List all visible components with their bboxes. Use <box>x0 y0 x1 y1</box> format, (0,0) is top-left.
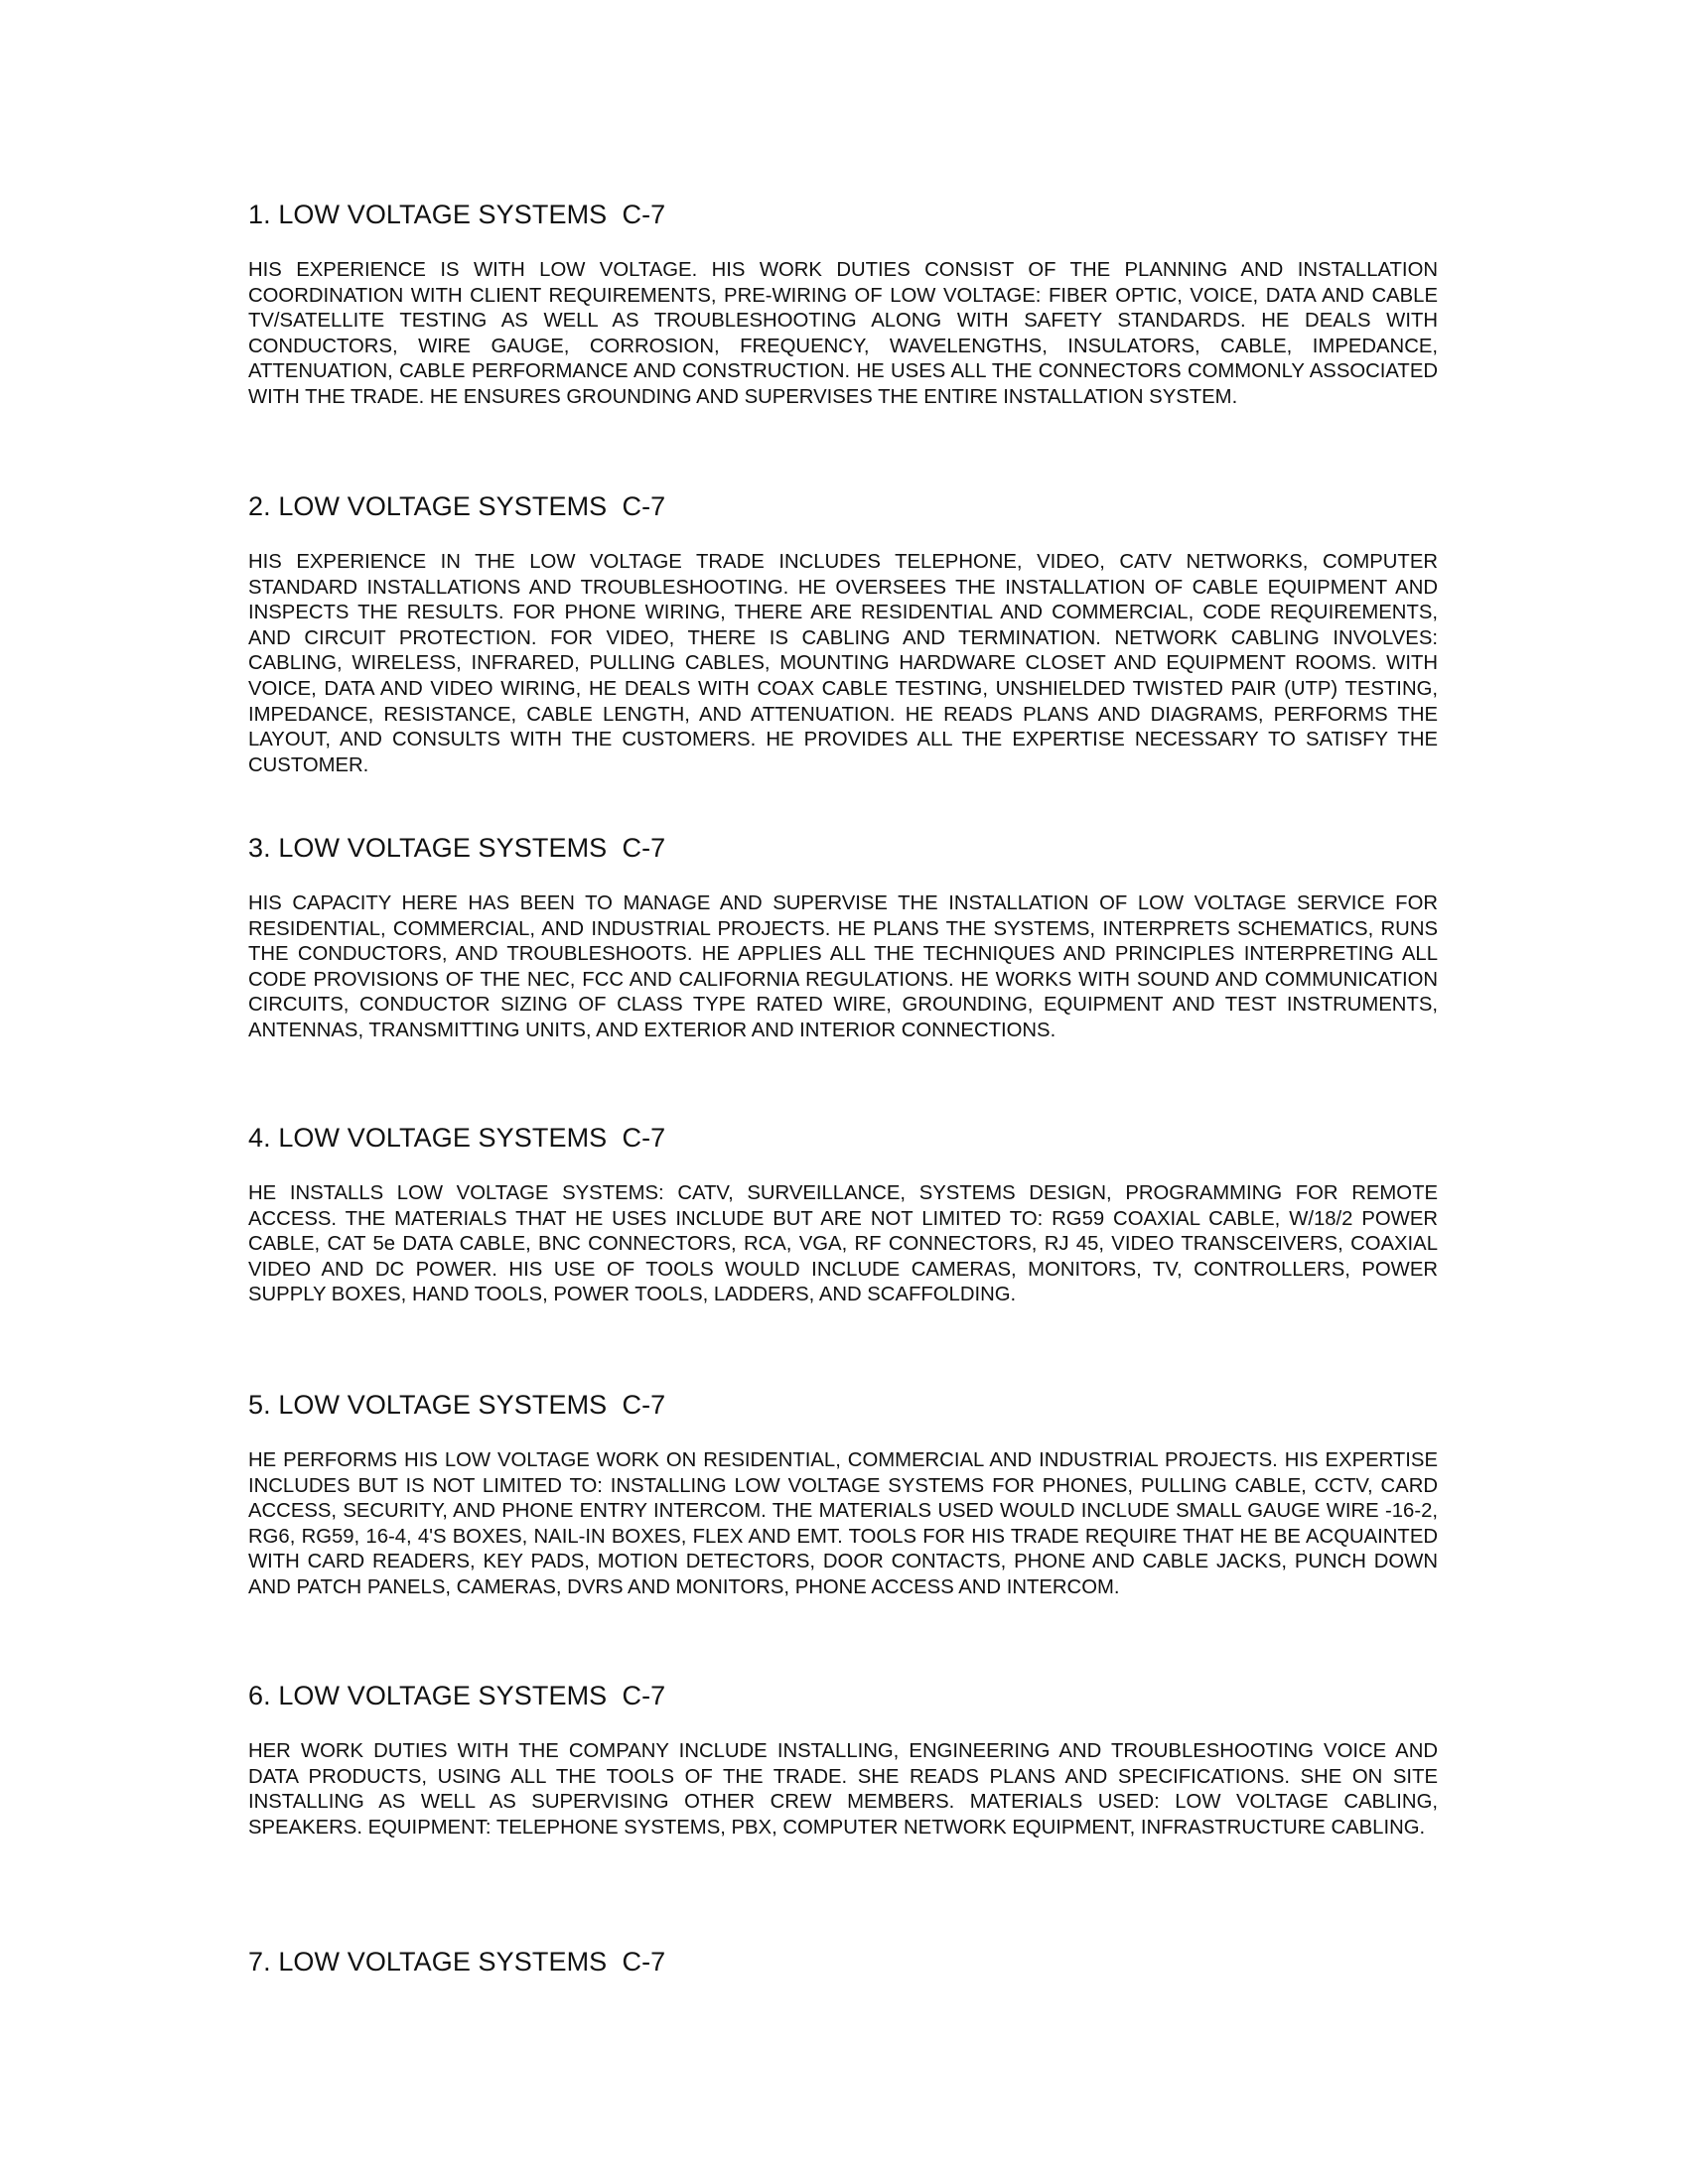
section-3 <box>248 832 1438 1044</box>
section-heading: 2. LOW VOLTAGE SYSTEMS C-7 <box>248 491 666 521</box>
section-4 <box>248 1122 1438 1308</box>
section-body: HE PERFORMS HIS LOW VOLTAGE WORK ON RESIDENTIAL, COMMERCIAL AND INDUSTRIAL PROJECTS. HIS EXPERTISE INCLUDES BUT IS NOT LIMITED TO: INSTALLING LOW VOLTAGE SYSTEMS FOR PHONES, PULLING CABLE, CCTV, CARD ACCESS, SECURITY, AND PHONE ENTRY INTERCOM. THE MATERIALS USED WOULD INCLUDE SMALL GAUGE WIRE -16-2, RG6, RG59, 16-4, 4'S BOXES, NAIL-IN BOXES, FLEX AND EMT. TOOLS FOR HIS TRADE REQUIRE THAT HE BE ACQUAINTED WITH CARD READERS, KEY PADS, MOTION DETECTORS, DOOR CONTACTS, PHONE AND CABLE JACKS, PUNCH DOWN AND PATCH PANELS, CAMERAS, DVRS AND MONITORS, PHONE ACCESS AND INTERCOM. <box>248 1449 1438 1598</box>
section-7 <box>248 1946 1438 1978</box>
section-1 <box>248 199 1438 411</box>
section-5 <box>248 1389 1438 1601</box>
section-body: HIS EXPERIENCE IS WITH LOW VOLTAGE. HIS WORK DUTIES CONSIST OF THE PLANNING AND INSTALLATION COORDINATION WITH CLIENT REQUIREMENTS, PRE-WIRING OF LOW VOLTAGE: FIBER OPTIC, VOICE, DATA AND CABLE TV/SATELLITE TESTING AS WELL AS TROUBLESHOOTING ALONG WITH SAFETY STANDARDS. HE DEALS WITH CONDUCTORS, WIRE GAUGE, CORROSION, FREQUENCY, WAVELENGTHS, INSULATORS, CABLE, IMPEDANCE, ATTENUATION, CABLE PERFORMANCE AND CONSTRUCTION. HE USES ALL THE CONNECTORS COMMONLY ASSOCIATED WITH THE TRADE. HE ENSURES GROUNDING AND SUPERVISES THE ENTIRE INSTALLATION SYSTEM. <box>248 259 1438 408</box>
section-2 <box>248 490 1438 778</box>
section-heading: 6. LOW VOLTAGE SYSTEMS C-7 <box>248 1681 666 1710</box>
section-heading: 1. LOW VOLTAGE SYSTEMS C-7 <box>248 200 666 229</box>
section-heading: 7. LOW VOLTAGE SYSTEMS C-7 <box>248 1947 666 1977</box>
section-heading: 4. LOW VOLTAGE SYSTEMS C-7 <box>248 1123 666 1153</box>
section-heading: 3. LOW VOLTAGE SYSTEMS C-7 <box>248 833 666 863</box>
section-body: HER WORK DUTIES WITH THE COMPANY INCLUDE INSTALLING, ENGINEERING AND TROUBLESHOOTING VOICE AND DATA PRODUCTS, USING ALL THE TOOLS OF THE TRADE. SHE READS PLANS AND SPECIFICATIONS. SHE ON SITE INSTALLING AS WELL AS SUPERVISING OTHER CREW MEMBERS. MATERIALS USED: LOW VOLTAGE CABLING, SPEAKERS. EQUIPMENT: TELEPHONE SYSTEMS, PBX, COMPUTER NETWORK EQUIPMENT, INFRASTRUCTURE CABLING. <box>248 1740 1438 1839</box>
section-heading: 5. LOW VOLTAGE SYSTEMS C-7 <box>248 1390 666 1420</box>
section-body: HIS CAPACITY HERE HAS BEEN TO MANAGE AND SUPERVISE THE INSTALLATION OF LOW VOLTAGE SERVICE FOR RESIDENTIAL, COMMERCIAL, AND INDUSTRIAL PROJECTS. HE PLANS THE SYSTEMS, INTERPRETS SCHEMATICS, RUNS THE CONDUCTORS, AND TROUBLESHOOTS. HE APPLIES ALL THE TECHNIQUES AND PRINCIPLES INTERPRETING ALL CODE PROVISIONS OF THE NEC, FCC AND CALIFORNIA REGULATIONS. HE WORKS WITH SOUND AND COMMUNICATION CIRCUITS, CONDUCTOR SIZING OF CLASS TYPE RATED WIRE, GROUNDING, EQUIPMENT AND TEST INSTRUMENTS, ANTENNAS, TRANSMITTING UNITS, AND EXTERIOR AND INTERIOR CONNECTIONS. <box>248 892 1438 1041</box>
section-body: HE INSTALLS LOW VOLTAGE SYSTEMS: CATV, SURVEILLANCE, SYSTEMS DESIGN, PROGRAMMING FOR REMOTE ACCESS. THE MATERIALS THAT HE USES INCLUDE BUT ARE NOT LIMITED TO: RG59 COAXIAL CABLE, W/18/2 POWER CABLE, CAT 5e DATA CABLE, BNC CONNECTORS, RCA, VGA, RF CONNECTORS, RJ 45, VIDEO TRANSCEIVERS, COAXIAL VIDEO AND DC POWER. HIS USE OF TOOLS WOULD INCLUDE CAMERAS, MONITORS, TV, CONTROLLERS, POWER SUPPLY BOXES, HAND TOOLS, POWER TOOLS, LADDERS, AND SCAFFOLDING. <box>248 1182 1438 1306</box>
section-body: HIS EXPERIENCE IN THE LOW VOLTAGE TRADE INCLUDES TELEPHONE, VIDEO, CATV NETWORKS, COMPUTER STANDARD INSTALLATIONS AND TROUBLESHOOTING. HE OVERSEES THE INSTALLATION OF CABLE EQUIPMENT AND INSPECTS THE RESULTS. FOR PHONE WIRING, THERE ARE RESIDENTIAL AND COMMERCIAL, CODE REQUIREMENTS, AND CIRCUIT PROTECTION. FOR VIDEO, THERE IS CABLING AND TERMINATION. NETWORK CABLING INVOLVES: CABLING, WIRELESS, INFRARED, PULLING CABLES, MOUNTING HARDWARE CLOSET AND EQUIPMENT ROOMS. WITH VOICE, DATA AND VIDEO WIRING, HE DEALS WITH COAX CABLE TESTING, UNSHIELDED TWISTED PAIR (UTP) TESTING, IMPEDANCE, RESISTANCE, CABLE LENGTH, AND ATTENUATION. HE READS PLANS AND DIAGRAMS, PERFORMS THE LAYOUT, AND CONSULTS WITH THE CUSTOMERS. HE PROVIDES ALL THE EXPERTISE NECESSARY TO SATISFY THE CUSTOMER. <box>248 551 1438 776</box>
section-6 <box>248 1680 1438 1841</box>
